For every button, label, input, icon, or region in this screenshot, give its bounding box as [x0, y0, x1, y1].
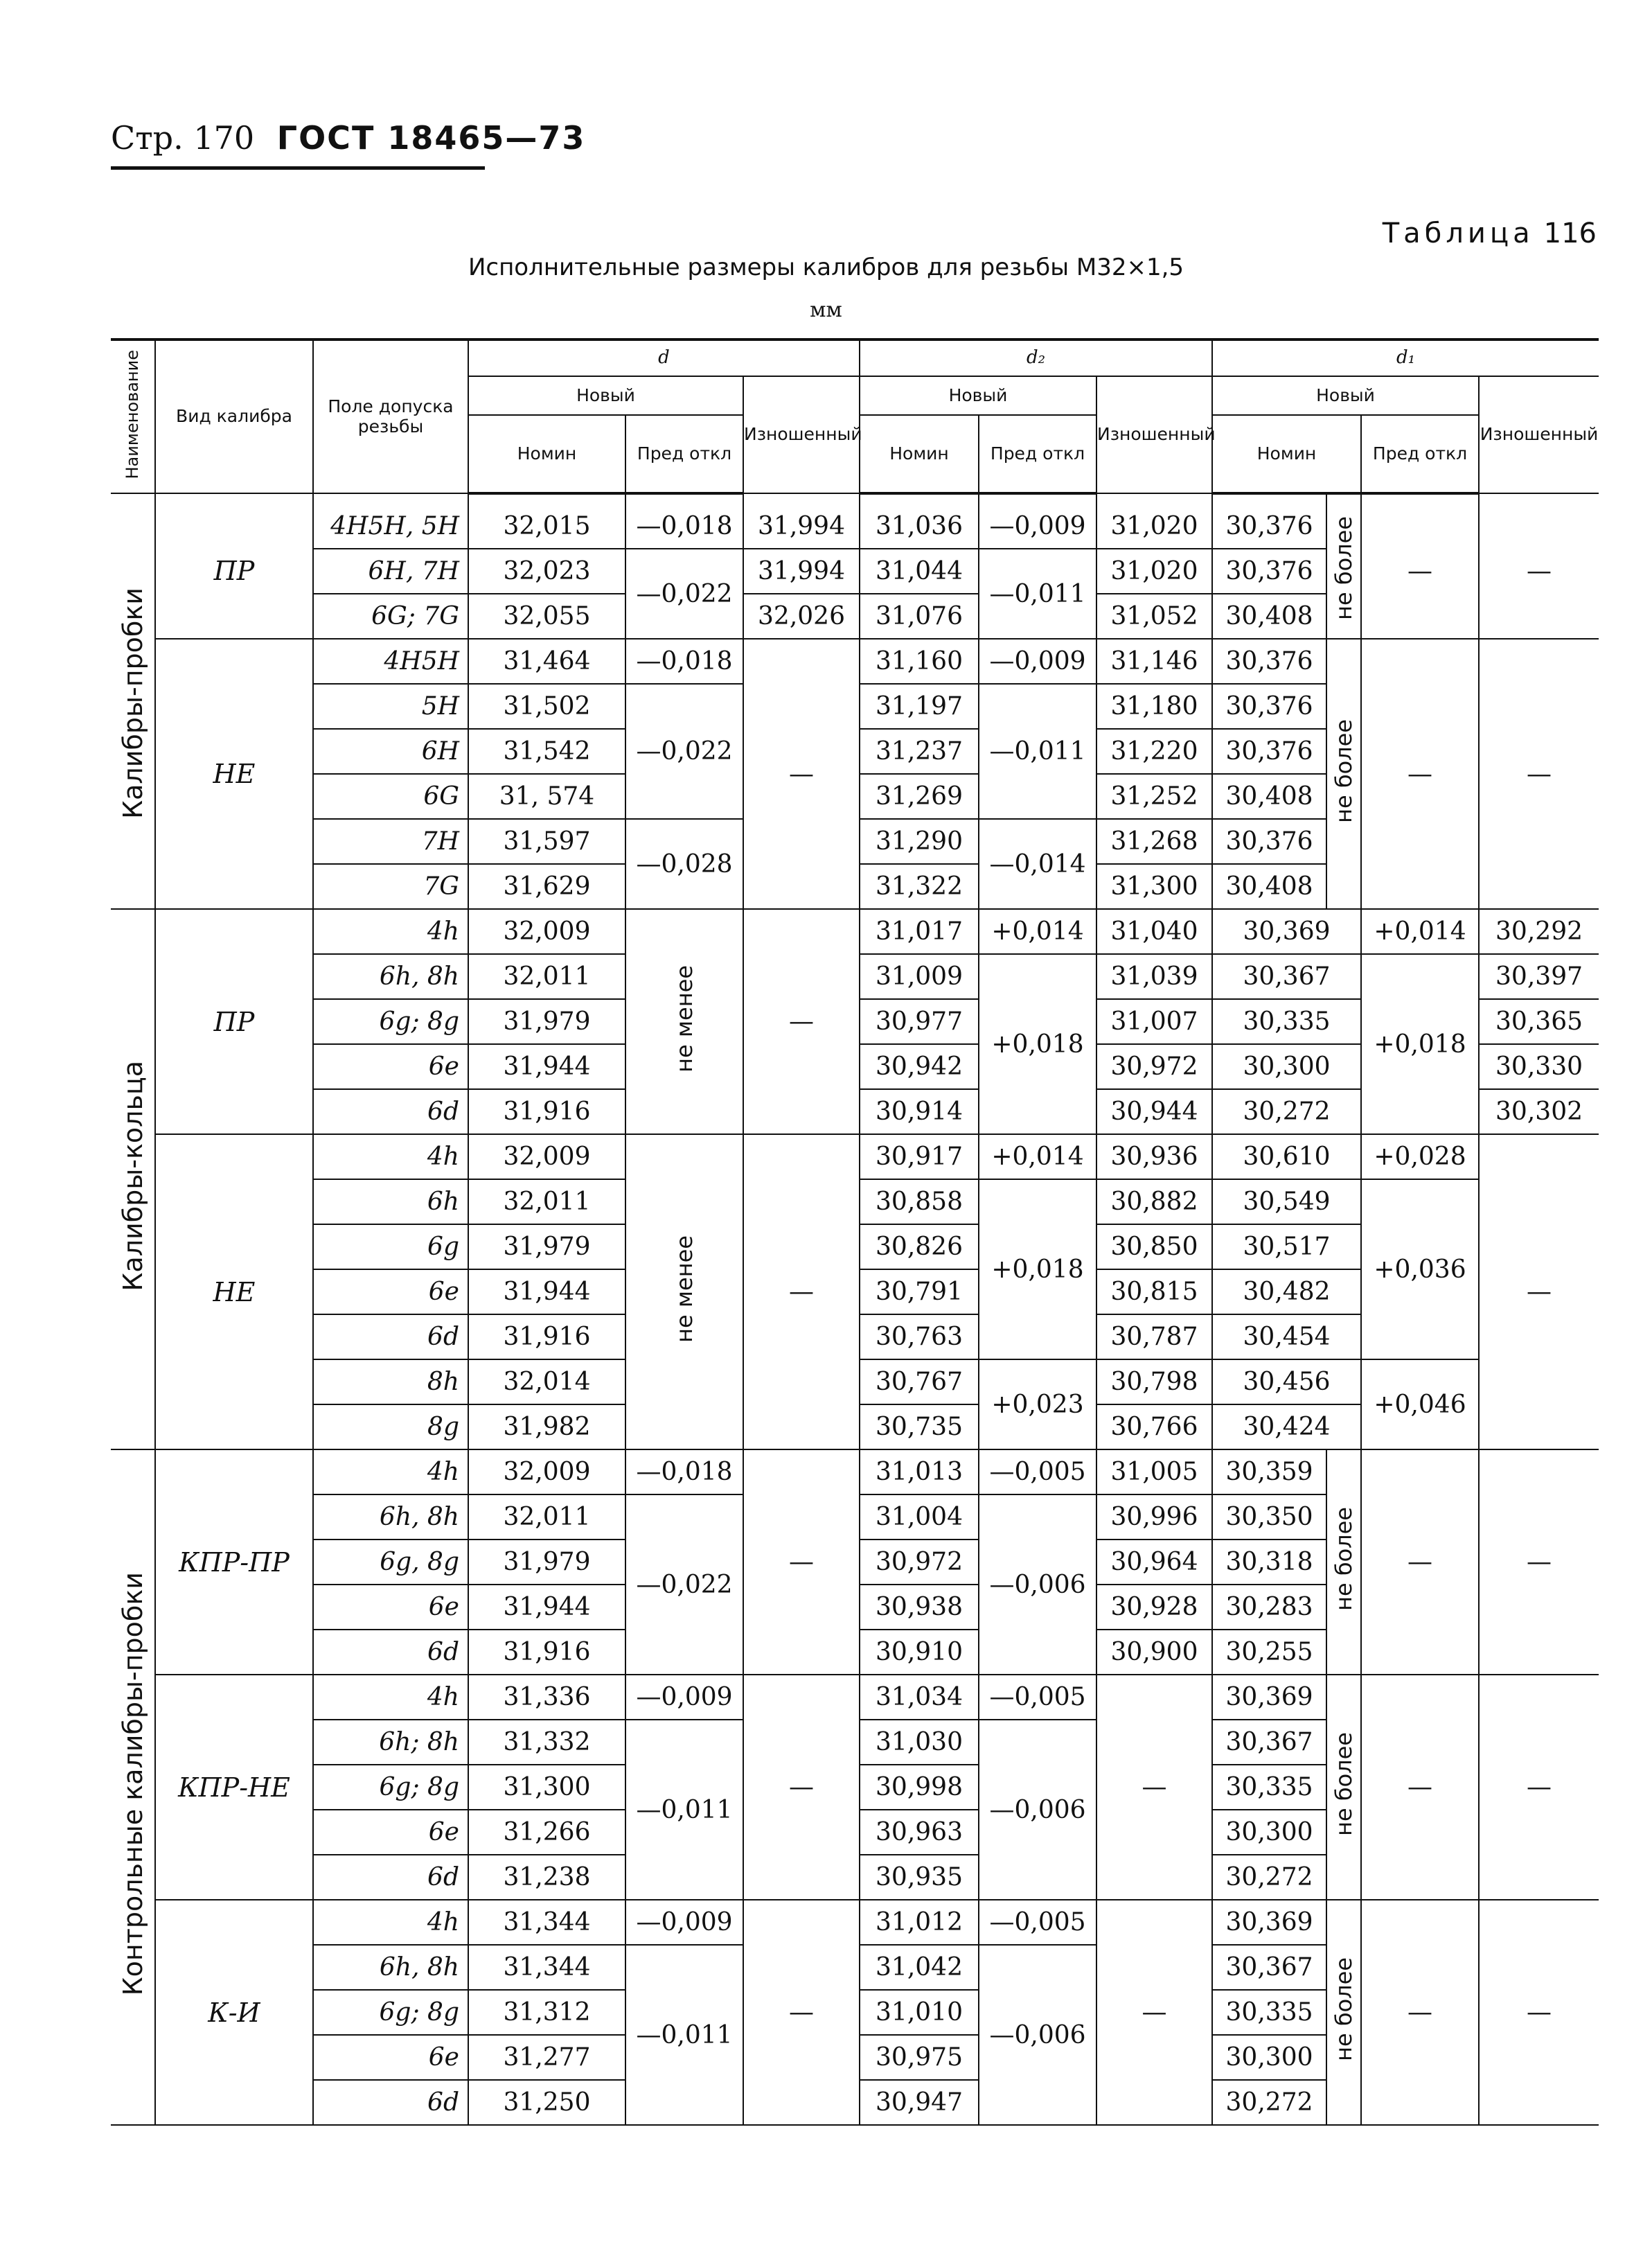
tolerance-field: 7H — [313, 819, 468, 864]
d2-worn: 30,787 — [1096, 1314, 1212, 1359]
d1-nominal: 30,376 — [1212, 729, 1326, 774]
d2-nominal: 31,017 — [860, 909, 979, 954]
d-nominal: 31,336 — [468, 1675, 625, 1720]
d2-nominal: 31,034 — [860, 1675, 979, 1720]
d2-deviation: +0,023 — [979, 1359, 1096, 1449]
d-nominal: 32,014 — [468, 1359, 625, 1404]
d-nominal: 31,266 — [468, 1810, 625, 1855]
tolerance-field: 4h — [313, 1134, 468, 1179]
table-label: Таблица — [1382, 218, 1534, 249]
d1-nominal: 30,549 — [1212, 1179, 1361, 1224]
d-nominal: 32,055 — [468, 594, 625, 639]
d2-nominal: 30,791 — [860, 1269, 979, 1314]
d2-nominal: 30,767 — [860, 1359, 979, 1404]
gauge-name: ПР — [155, 493, 313, 639]
d2-worn: 31,052 — [1096, 594, 1212, 639]
d2-worn: 31,220 — [1096, 729, 1212, 774]
d1-worn: 30,397 — [1479, 954, 1599, 999]
d-nominal: 32,009 — [468, 909, 625, 954]
tolerance-field: 6G; 7G — [313, 594, 468, 639]
table-unit: мм — [810, 298, 842, 322]
tolerance-field: 7G — [313, 864, 468, 909]
d1-nominal: 30,300 — [1212, 2035, 1326, 2080]
d-worn: 31,994 — [743, 549, 860, 594]
d2-deviation: —0,006 — [979, 1720, 1096, 1900]
d1-nominal: 30,335 — [1212, 999, 1361, 1044]
gauge-name: НЕ — [155, 639, 313, 909]
d1-deviation: +0,014 — [1361, 909, 1479, 954]
d2-worn: 31,252 — [1096, 774, 1212, 819]
header-d2: d₂ — [860, 339, 1212, 376]
d2-worn: — — [1096, 1900, 1212, 2125]
table-row — [111, 1134, 1599, 1179]
d1-deviation: +0,046 — [1361, 1359, 1479, 1449]
d2-nominal: 30,858 — [860, 1179, 979, 1224]
d1-nominal: 30,376 — [1212, 493, 1326, 549]
d2-nominal: 31,322 — [860, 864, 979, 909]
d-nominal: 31,542 — [468, 729, 625, 774]
group-control-plugs: Контрольные калибры-пробки — [111, 1449, 155, 2125]
d2-nominal: 30,942 — [860, 1044, 979, 1089]
d1-nominal: 30,300 — [1212, 1810, 1326, 1855]
d2-worn: 30,766 — [1096, 1404, 1212, 1449]
table-row — [111, 1675, 1599, 1720]
d2-nominal: 31,076 — [860, 594, 979, 639]
d1-nominal: 30,456 — [1212, 1359, 1361, 1404]
tolerance-field: 4H5H — [313, 639, 468, 684]
tolerance-field: 8h — [313, 1359, 468, 1404]
d2-nominal: 30,910 — [860, 1630, 979, 1675]
d2-nominal: 31,197 — [860, 684, 979, 729]
d-nominal: 31,597 — [468, 819, 625, 864]
tolerance-field: 6h — [313, 1179, 468, 1224]
d-nominal: 31,916 — [468, 1089, 625, 1134]
tolerance-field: 6d — [313, 1630, 468, 1675]
page-number: Стр. 170 — [111, 119, 255, 157]
d-nominal: 32,011 — [468, 1494, 625, 1540]
gauge-name: КПР-ПР — [155, 1449, 313, 1675]
d-worn: — — [743, 909, 860, 1134]
d1-worn: — — [1479, 1134, 1599, 1449]
d-nominal: 31,464 — [468, 639, 625, 684]
d2-deviation: —0,006 — [979, 1494, 1096, 1675]
d2-nominal: 30,972 — [860, 1540, 979, 1585]
d2-nominal: 30,735 — [860, 1404, 979, 1449]
d-nominal: 31,277 — [468, 2035, 625, 2080]
page-header — [111, 119, 598, 157]
d2-worn: 30,882 — [1096, 1179, 1212, 1224]
tolerance-field: 6h, 8h — [313, 954, 468, 999]
header-d2-deviation: Пред откл — [979, 415, 1096, 493]
d2-worn: 30,815 — [1096, 1269, 1212, 1314]
d1-nominal: 30,255 — [1212, 1630, 1326, 1675]
d1-nominal: 30,376 — [1212, 639, 1326, 684]
d1-nominal: 30,369 — [1212, 909, 1361, 954]
gauge-name: КПР-НЕ — [155, 1675, 313, 1900]
header-d1: d₁ — [1212, 339, 1599, 376]
d-nominal: 31,944 — [468, 1585, 625, 1630]
table-title: Исполнительные размеры калибров для резьбы М32×1,5 — [468, 254, 1184, 281]
d1-worn: 30,365 — [1479, 999, 1599, 1044]
tolerance-field: 6G — [313, 774, 468, 819]
table-row — [111, 639, 1599, 684]
d2-worn: 31,146 — [1096, 639, 1212, 684]
d1-nominal: 30,424 — [1212, 1404, 1361, 1449]
d1-nominal: 30,367 — [1212, 1720, 1326, 1765]
d1-nominal: 30,454 — [1212, 1314, 1361, 1359]
standard-number: ГОСТ 18465—73 — [276, 119, 586, 157]
header-d1-deviation: Пред откл — [1361, 415, 1479, 493]
tolerance-field: 6g; 8g — [313, 1765, 468, 1810]
d2-nominal: 31,237 — [860, 729, 979, 774]
group-plugs: Калибры-пробки — [111, 493, 155, 909]
d2-nominal: 31,009 — [860, 954, 979, 999]
d-nominal: 32,011 — [468, 1179, 625, 1224]
d-deviation: —0,028 — [625, 819, 743, 909]
d2-nominal: 30,998 — [860, 1765, 979, 1810]
d2-nominal: 30,917 — [860, 1134, 979, 1179]
d2-deviation: —0,005 — [979, 1675, 1096, 1720]
d1-nominal: 30,376 — [1212, 684, 1326, 729]
d1-deviation: — — [1361, 493, 1479, 639]
d1-nominal: 30,408 — [1212, 774, 1326, 819]
d2-deviation: —0,005 — [979, 1900, 1096, 1945]
d-deviation: —0,022 — [625, 684, 743, 819]
d2-deviation: +0,014 — [979, 1134, 1096, 1179]
d1-deviation: +0,018 — [1361, 954, 1479, 1134]
d2-worn: 31,039 — [1096, 954, 1212, 999]
table-number — [1383, 218, 1597, 249]
tolerance-field: 6e — [313, 1585, 468, 1630]
d2-deviation: —0,009 — [979, 639, 1096, 684]
d-nominal: 32,015 — [468, 493, 625, 549]
d1-nominal: 30,408 — [1212, 864, 1326, 909]
d1-nominal: 30,408 — [1212, 594, 1326, 639]
tolerance-field: 4h — [313, 1900, 468, 1945]
d1-nominal: 30,283 — [1212, 1585, 1326, 1630]
d-nominal: 31,916 — [468, 1630, 625, 1675]
tolerance-field: 4h — [313, 909, 468, 954]
gauge-name: ПР — [155, 909, 313, 1134]
header-d2-worn: Изношенный — [1096, 376, 1212, 493]
d-worn: 32,026 — [743, 594, 860, 639]
table-row — [111, 1449, 1599, 1494]
d2-nominal: 30,935 — [860, 1855, 979, 1900]
d1-deviation: — — [1361, 1449, 1479, 1675]
d1-worn: — — [1479, 1900, 1599, 2125]
header-tolerance-field: Поле допуска резьбы — [313, 339, 468, 493]
d2-deviation: +0,014 — [979, 909, 1096, 954]
d-nominal: 31,944 — [468, 1269, 625, 1314]
d2-worn: 31,007 — [1096, 999, 1212, 1044]
table-row — [111, 493, 1599, 549]
d2-nominal: 31,012 — [860, 1900, 979, 1945]
tolerance-field: 6g, 8g — [313, 1540, 468, 1585]
d1-nominal: 30,517 — [1212, 1224, 1361, 1269]
d2-deviation: —0,014 — [979, 819, 1096, 909]
d-note: не менее — [625, 1134, 743, 1449]
header-d-deviation: Пред откл — [625, 415, 743, 493]
d-nominal: 31,629 — [468, 864, 625, 909]
gauge-name: НЕ — [155, 1134, 313, 1449]
d1-note: не более — [1326, 639, 1361, 909]
d1-nominal: 30,335 — [1212, 1765, 1326, 1810]
d2-nominal: 31,160 — [860, 639, 979, 684]
d1-nominal: 30,272 — [1212, 1855, 1326, 1900]
d-nominal: 31,238 — [468, 1855, 625, 1900]
d1-note: не более — [1326, 1449, 1361, 1675]
d2-deviation: —0,009 — [979, 493, 1096, 549]
tolerance-field: 6d — [313, 2080, 468, 2125]
table-row — [111, 909, 1599, 954]
d1-deviation: — — [1361, 1900, 1479, 2125]
tolerance-field: 6h; 8h — [313, 1720, 468, 1765]
table-row — [111, 1900, 1599, 1945]
d2-nominal: 31,030 — [860, 1720, 979, 1765]
d-worn: 31,994 — [743, 493, 860, 549]
tolerance-field: 8g — [313, 1404, 468, 1449]
d2-worn: 30,900 — [1096, 1630, 1212, 1675]
tolerance-field: 6d — [313, 1314, 468, 1359]
d1-nominal: 30,376 — [1212, 549, 1326, 594]
d1-note: не более — [1326, 493, 1361, 639]
header-d2-nominal: Номин — [860, 415, 979, 493]
d1-note: не более — [1326, 1900, 1361, 2125]
header-d-nominal: Номин — [468, 415, 625, 493]
tolerance-field: 4H5H, 5H — [313, 493, 468, 549]
d-deviation: —0,011 — [625, 1945, 743, 2125]
d-nominal: 32,023 — [468, 549, 625, 594]
d-nominal: 31,502 — [468, 684, 625, 729]
table-num: 116 — [1543, 218, 1597, 249]
d1-nominal: 30,369 — [1212, 1675, 1326, 1720]
d2-nominal: 30,963 — [860, 1810, 979, 1855]
d1-nominal: 30,272 — [1212, 1089, 1361, 1134]
d1-deviation: — — [1361, 1675, 1479, 1900]
d2-nominal: 31,004 — [860, 1494, 979, 1540]
d-nominal: 31,344 — [468, 1900, 625, 1945]
d-nominal: 31,250 — [468, 2080, 625, 2125]
d1-worn: 30,302 — [1479, 1089, 1599, 1134]
header-name: Наименование — [111, 339, 155, 493]
d-worn: — — [743, 1900, 860, 2125]
d-deviation: —0,018 — [625, 639, 743, 684]
tolerance-field: 6g; 8g — [313, 999, 468, 1044]
d1-nominal: 30,376 — [1212, 819, 1326, 864]
d1-worn: — — [1479, 493, 1599, 639]
d2-worn: 30,936 — [1096, 1134, 1212, 1179]
d2-deviation: —0,005 — [979, 1449, 1096, 1494]
d2-nominal: 31,044 — [860, 549, 979, 594]
d-worn: — — [743, 1134, 860, 1449]
tolerance-field: 6H, 7H — [313, 549, 468, 594]
d1-deviation: — — [1361, 639, 1479, 909]
tolerance-field: 6d — [313, 1089, 468, 1134]
d1-nominal: 30,300 — [1212, 1044, 1361, 1089]
d2-nominal: 31,010 — [860, 1990, 979, 2035]
tolerance-field: 6h, 8h — [313, 1945, 468, 1990]
tolerance-field: 6e — [313, 1810, 468, 1855]
d-deviation: —0,022 — [625, 1494, 743, 1675]
d1-nominal: 30,367 — [1212, 954, 1361, 999]
d-deviation: —0,009 — [625, 1900, 743, 1945]
d2-worn: 30,972 — [1096, 1044, 1212, 1089]
d-nominal: 32,009 — [468, 1449, 625, 1494]
d-nominal: 32,011 — [468, 954, 625, 999]
d-nominal: 31,979 — [468, 999, 625, 1044]
tolerance-field: 6e — [313, 1269, 468, 1314]
tolerance-field: 6d — [313, 1855, 468, 1900]
d-worn: — — [743, 1675, 860, 1900]
d2-deviation: —0,011 — [979, 549, 1096, 639]
header-d1-worn: Изношенный — [1479, 376, 1599, 493]
tolerance-field: 6h, 8h — [313, 1494, 468, 1540]
d1-nominal: 30,318 — [1212, 1540, 1326, 1585]
d-nominal: 31,916 — [468, 1314, 625, 1359]
header-d1-new: Новый — [1212, 376, 1479, 415]
d-nominal: 31,979 — [468, 1224, 625, 1269]
d2-nominal: 30,763 — [860, 1314, 979, 1359]
tolerance-field: 6g; 8g — [313, 1990, 468, 2035]
gauge-dimensions-table — [111, 338, 1599, 2126]
d2-nominal: 30,975 — [860, 2035, 979, 2080]
d-nominal: 31, 574 — [468, 774, 625, 819]
d-nominal: 31,312 — [468, 1990, 625, 2035]
d2-deviation: —0,006 — [979, 1945, 1096, 2125]
d2-worn: 31,180 — [1096, 684, 1212, 729]
header-d-worn: Изношенный — [743, 376, 860, 493]
d1-deviation: +0,036 — [1361, 1179, 1479, 1359]
d2-worn: 31,040 — [1096, 909, 1212, 954]
d2-worn: 30,928 — [1096, 1585, 1212, 1630]
d-nominal: 31,944 — [468, 1044, 625, 1089]
d2-nominal: 31,269 — [860, 774, 979, 819]
d1-nominal: 30,369 — [1212, 1900, 1326, 1945]
d-deviation: —0,018 — [625, 1449, 743, 1494]
d1-worn: 30,330 — [1479, 1044, 1599, 1089]
d-nominal: 31,332 — [468, 1720, 625, 1765]
d1-nominal: 30,272 — [1212, 2080, 1326, 2125]
d1-nominal: 30,350 — [1212, 1494, 1326, 1540]
header-d1-nominal: Номин — [1212, 415, 1361, 493]
d2-worn: 31,005 — [1096, 1449, 1212, 1494]
d2-deviation: +0,018 — [979, 1179, 1096, 1359]
d2-worn: — — [1096, 1675, 1212, 1900]
d2-worn: 30,964 — [1096, 1540, 1212, 1585]
d2-nominal: 30,914 — [860, 1089, 979, 1134]
d2-worn: 31,268 — [1096, 819, 1212, 864]
header-d: d — [468, 339, 860, 376]
d1-nominal: 30,359 — [1212, 1449, 1326, 1494]
header-d2-new: Новый — [860, 376, 1096, 415]
d1-worn: 30,292 — [1479, 909, 1599, 954]
tolerance-field: 4h — [313, 1675, 468, 1720]
header-rule — [111, 166, 485, 170]
tolerance-field: 6g — [313, 1224, 468, 1269]
tolerance-field: 4h — [313, 1449, 468, 1494]
header-d-new: Новый — [468, 376, 743, 415]
d2-nominal: 31,042 — [860, 1945, 979, 1990]
d2-worn: 30,798 — [1096, 1359, 1212, 1404]
d2-nominal: 30,826 — [860, 1224, 979, 1269]
tolerance-field: 6H — [313, 729, 468, 774]
d-worn: — — [743, 639, 860, 909]
d-nominal: 31,979 — [468, 1540, 625, 1585]
header-gauge-type: Вид калибра — [155, 339, 313, 493]
d2-worn: 30,850 — [1096, 1224, 1212, 1269]
d2-worn: 31,020 — [1096, 493, 1212, 549]
d1-worn: — — [1479, 1675, 1599, 1900]
d2-worn: 31,300 — [1096, 864, 1212, 909]
d-worn: — — [743, 1449, 860, 1675]
d1-note: не более — [1326, 1675, 1361, 1900]
tolerance-field: 5H — [313, 684, 468, 729]
d-deviation: —0,009 — [625, 1675, 743, 1720]
d1-nominal: 30,367 — [1212, 1945, 1326, 1990]
tolerance-field: 6e — [313, 1044, 468, 1089]
d2-worn: 31,020 — [1096, 549, 1212, 594]
d2-deviation: —0,011 — [979, 684, 1096, 819]
d-deviation: —0,018 — [625, 493, 743, 549]
d2-nominal: 31,013 — [860, 1449, 979, 1494]
d1-nominal: 30,610 — [1212, 1134, 1361, 1179]
d-nominal: 31,300 — [468, 1765, 625, 1810]
d2-worn: 30,944 — [1096, 1089, 1212, 1134]
d2-deviation: +0,018 — [979, 954, 1096, 1134]
d1-nominal: 30,335 — [1212, 1990, 1326, 2035]
d1-worn: — — [1479, 639, 1599, 909]
gauge-name: К-И — [155, 1900, 313, 2125]
d-nominal: 31,344 — [468, 1945, 625, 1990]
d2-worn: 30,996 — [1096, 1494, 1212, 1540]
d-deviation: —0,011 — [625, 1720, 743, 1900]
d1-deviation: +0,028 — [1361, 1134, 1479, 1179]
d1-nominal: 30,482 — [1212, 1269, 1361, 1314]
d1-worn: — — [1479, 1449, 1599, 1675]
d2-nominal: 30,977 — [860, 999, 979, 1044]
d-note: не менее — [625, 909, 743, 1134]
d-nominal: 32,009 — [468, 1134, 625, 1179]
d2-nominal: 31,036 — [860, 493, 979, 549]
tolerance-field: 6e — [313, 2035, 468, 2080]
d2-nominal: 31,290 — [860, 819, 979, 864]
d2-nominal: 30,938 — [860, 1585, 979, 1630]
group-rings: Калибры-кольца — [111, 909, 155, 1449]
d2-nominal: 30,947 — [860, 2080, 979, 2125]
d-nominal: 31,982 — [468, 1404, 625, 1449]
d-deviation: —0,022 — [625, 549, 743, 639]
